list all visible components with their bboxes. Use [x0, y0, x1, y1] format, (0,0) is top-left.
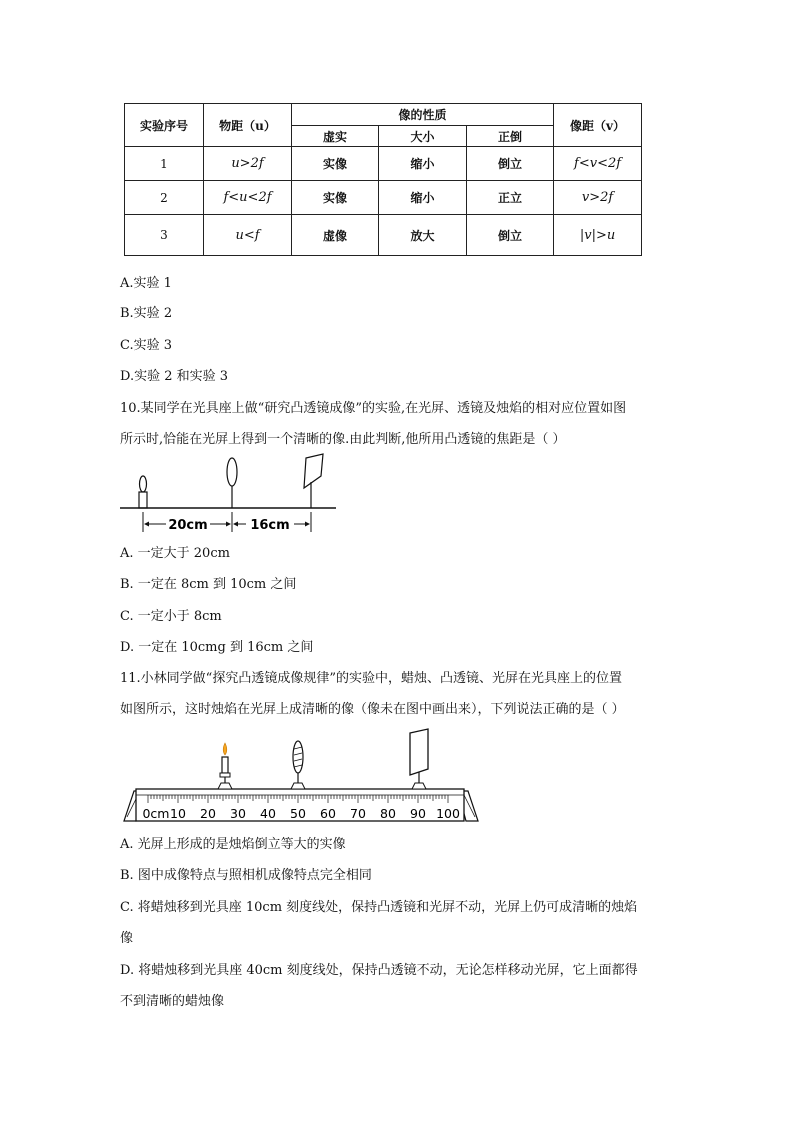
table-row — [125, 181, 642, 215]
scale-label: 70 — [350, 806, 366, 821]
scale-label: 50 — [290, 806, 306, 821]
candle-icon — [218, 743, 232, 789]
cell-real: 实像 — [292, 147, 379, 181]
header-no: 实验序号 — [125, 104, 204, 147]
q10-option-d: D. 一定在 10cmg 到 16cm 之间 — [120, 640, 314, 655]
cell-v: f<v<2f — [554, 147, 642, 181]
cell-orient: 倒立 — [467, 147, 554, 181]
screen-icon — [410, 729, 428, 789]
lens-icon — [227, 458, 237, 508]
q11-option-d-cont: 不到清晰的蜡烛像 — [120, 994, 225, 1009]
q11-optical-bench-figure — [118, 725, 484, 825]
scale-label: 0cm — [142, 806, 170, 821]
scale-label: 30 — [230, 806, 246, 821]
q11-option-c-cont: 像 — [120, 931, 134, 946]
cell-orient: 正立 — [467, 181, 554, 215]
q10-optics-figure — [118, 452, 340, 536]
cell-no: 3 — [125, 215, 204, 256]
cell-real: 实像 — [292, 181, 379, 215]
scale-label: 40 — [260, 806, 276, 821]
cell-u: f<u<2f — [204, 181, 292, 215]
lens-icon — [291, 741, 305, 789]
candle-icon — [139, 476, 147, 508]
cell-no: 1 — [125, 147, 204, 181]
table-row — [125, 147, 642, 181]
q11-option-a: A. 光屏上形成的是烛焰倒立等大的实像 — [120, 837, 346, 852]
scale-label: 10 — [170, 806, 186, 821]
scale-label: 100 — [436, 806, 460, 821]
q11-option-d: D. 将蜡烛移到光具座 40cm 刻度线处，保持凸透镜不动，无论怎样移动光屏，它上面都得 — [120, 963, 638, 978]
header-u: 物距（u） — [204, 104, 292, 147]
cell-u: u<f — [204, 215, 292, 256]
q9-option-b: B.实验 2 — [120, 306, 173, 321]
q10-option-b: B. 一定在 8cm 到 10cm 之间 — [120, 577, 297, 592]
scale-label: 20 — [200, 806, 216, 821]
scale-label: 80 — [380, 806, 396, 821]
q9-option-a: A.实验 1 — [120, 276, 172, 291]
scale-label: 90 — [410, 806, 426, 821]
distance-right-label: 16cm — [250, 518, 290, 533]
distance-left-label: 20cm — [168, 518, 208, 533]
cell-u: u>2f — [204, 147, 292, 181]
cell-v: |v|>u — [554, 215, 642, 256]
q11-stem-line2: 如图所示，这时烛焰在光屏上成清晰的像（像未在图中画出来），下列说法正确的是（ ） — [120, 702, 625, 717]
q10-option-a: A. 一定大于 20cm — [120, 546, 230, 561]
cell-size: 缩小 — [379, 181, 467, 215]
q9-option-c: C.实验 3 — [120, 338, 173, 353]
q9-option-d: D.实验 2 和实验 3 — [120, 369, 229, 384]
cell-v: v>2f — [554, 181, 642, 215]
header-size: 大小 — [379, 126, 467, 147]
header-real: 虚实 — [292, 126, 379, 147]
cell-orient: 倒立 — [467, 215, 554, 256]
header-nature: 像的性质 — [292, 104, 554, 126]
cell-no: 2 — [125, 181, 204, 215]
scale-label: 60 — [320, 806, 336, 821]
cell-real: 虚像 — [292, 215, 379, 256]
header-v: 像距（v） — [554, 104, 642, 147]
q10-stem-line1: 10.某同学在光具座上做“研究凸透镜成像”的实验,在光屏、透镜及烛焰的相对应位置如图 — [120, 401, 627, 416]
q11-option-b: B. 图中成像特点与照相机成像特点完全相同 — [120, 868, 372, 883]
experiment-table — [124, 103, 642, 256]
screen-icon — [304, 454, 323, 508]
q10-stem-line2: 所示时,恰能在光屏上得到一个清晰的像.由此判断,他所用凸透镜的焦距是（ ） — [120, 432, 566, 447]
q10-option-c: C. 一定小于 8cm — [120, 609, 222, 624]
q11-option-c: C. 将蜡烛移到光具座 10cm 刻度线处，保持凸透镜和光屏不动，光屏上仍可成清晰的烛焰 — [120, 900, 638, 915]
cell-size: 放大 — [379, 215, 467, 256]
q11-stem-line1: 11.小林同学做“探究凸透镜成像规律”的实验中，蜡烛、凸透镜、光屏在光具座上的位置 — [120, 671, 622, 686]
header-orient: 正倒 — [467, 126, 554, 147]
table-row — [125, 215, 642, 256]
cell-size: 缩小 — [379, 147, 467, 181]
